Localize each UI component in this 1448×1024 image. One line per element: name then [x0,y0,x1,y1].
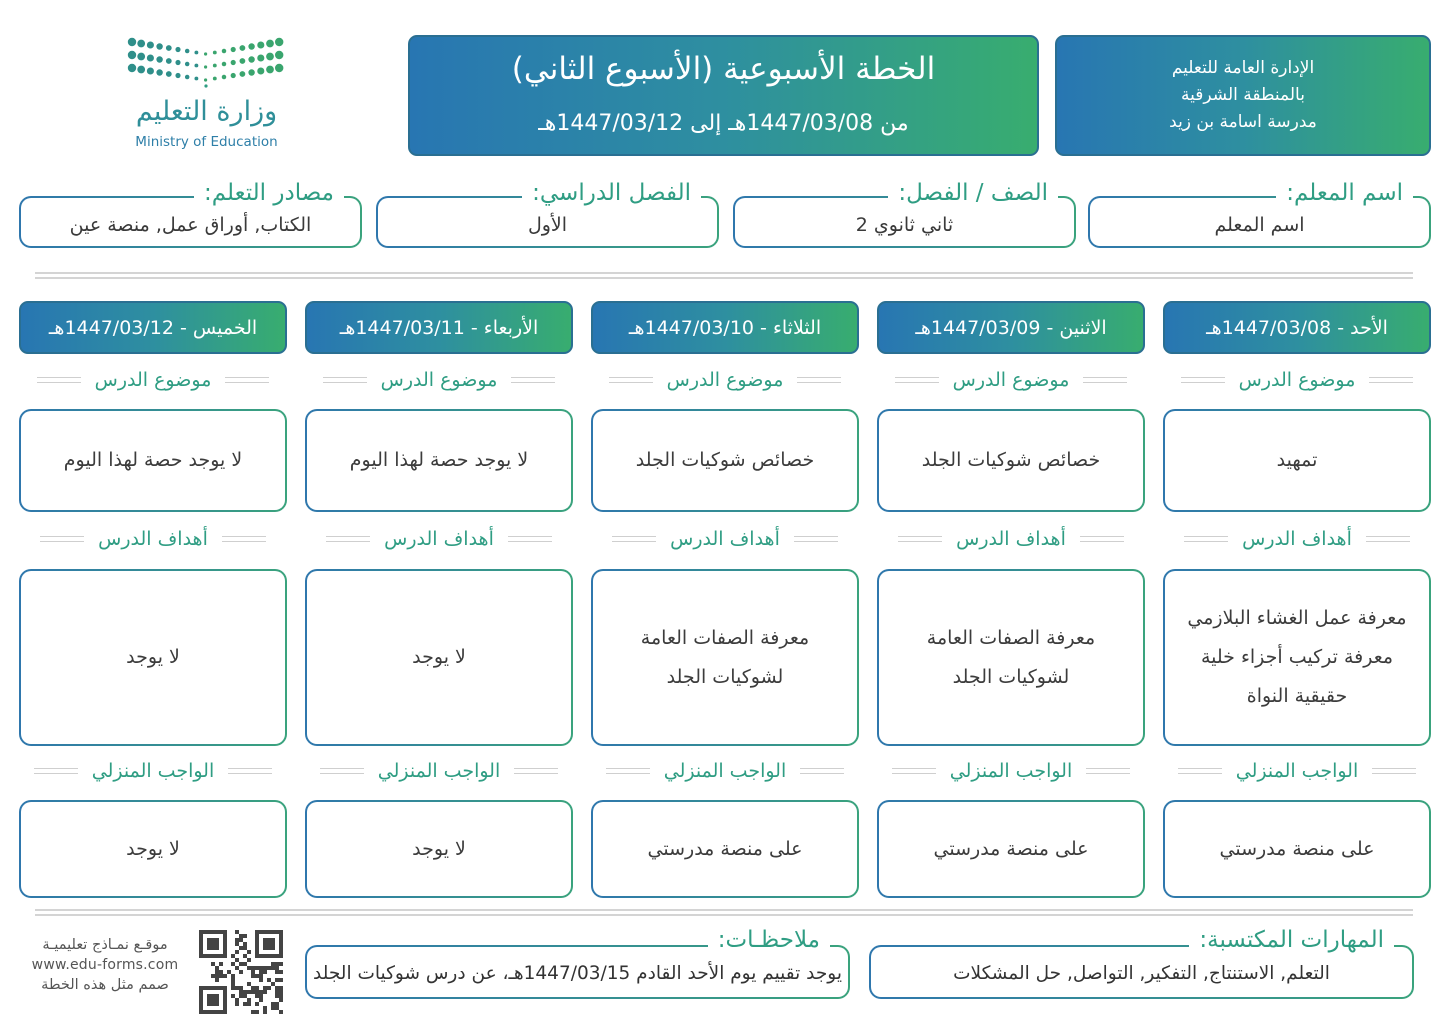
double-line-decoration [1372,768,1416,774]
day-header [1163,301,1431,354]
acquired-skills-value: التعلم, الاستنتاج, التفكير, التواصل, حل المشكلات [953,962,1330,984]
homework-section-label [1171,758,1423,784]
topic-section-label [27,367,279,393]
homework-section-label [313,758,565,784]
teacher-name-label: اسم المعلم: [1276,178,1413,208]
lesson-topic-box[interactable] [877,409,1145,512]
topic-label-text: موضوع الدرس [952,369,1070,391]
lesson-topic-box[interactable] [19,409,287,512]
double-line-decoration [1184,536,1228,542]
teacher-name-value: اسم المعلم [1214,214,1305,236]
learning-resources-value: الكتاب, أوراق عمل, منصة عين [69,214,312,236]
site-credit [22,935,188,995]
topic-section-label [599,367,851,393]
topic-label-text: موضوع الدرس [666,369,784,391]
lesson-goals-text [1187,599,1406,716]
goals-label-text: أهداف الدرس [956,528,1066,550]
double-line-decoration [1086,768,1130,774]
homework-label-text: الواجب المنزلي [377,760,501,782]
day-column-1 [1163,301,1431,901]
goal-line: حقيقية النواة [1246,685,1348,707]
homework-text: على منصة مدرستي [647,837,803,860]
goals-label-text: أهداف الدرس [98,528,208,550]
day-column-3 [591,301,859,901]
lesson-topic-text: خصائص شوكيات الجلد [921,449,1101,471]
goal-line: معرفة الصفات العامة [640,626,810,649]
admin-line-1: الإدارة العامة للتعليم [1171,58,1315,78]
day-header [19,301,287,354]
moe-dots-logo-icon [126,36,286,90]
goals-section-label [599,526,851,552]
topic-section-label [1171,367,1423,393]
homework-section-label [27,758,279,784]
day-header [305,301,573,354]
goal-line: لشوكيات الجلد [666,665,784,688]
day-column-2 [877,301,1145,901]
plan-title-banner [408,35,1039,156]
double-line-decoration [320,768,364,774]
double-line-decoration [895,377,939,383]
learning-resources-label: مصادر التعلم: [194,178,344,208]
day-column-4 [305,301,573,901]
double-line-decoration [40,536,84,542]
ministry-logo [118,32,293,154]
grade-class-field[interactable] [733,180,1076,248]
double-line-decoration [1178,768,1222,774]
semester-field[interactable] [376,180,719,248]
goal-line: معرفة الصفات العامة [926,626,1096,649]
teacher-name-field[interactable] [1088,180,1431,248]
admin-line-2: بالمنطقة الشرقية [1181,85,1305,105]
double-line-decoration [797,377,841,383]
logo-arabic-text: وزارة التعليم [135,96,278,127]
double-line-decoration [609,377,653,383]
school-admin-banner [1055,35,1431,156]
acquired-skills-label: المهارات المكتسبة: [1189,925,1394,955]
topic-section-label [313,367,565,393]
homework-label-text: الواجب المنزلي [949,760,1073,782]
site-tagline-text: صمم مثل هذه الخطة [41,977,169,993]
homework-label-text: الواجب المنزلي [1235,760,1359,782]
lesson-goals-text [641,619,809,697]
semester-value: الأول [527,214,568,236]
date-range: من 1447/03/08هـ إلى 1447/03/12هـ [538,111,909,136]
homework-box[interactable] [591,800,859,898]
learning-resources-field[interactable] [19,180,362,248]
double-line-decoration [225,377,269,383]
double-line-decoration [1366,536,1410,542]
double-line-decoration [511,377,555,383]
double-line-decoration [326,536,370,542]
goal-line: معرفة عمل الغشاء البلازمي [1187,607,1407,629]
day-header-text: الثلاثاء - 1447/03/10هـ [628,316,822,339]
double-line-decoration [323,377,367,383]
double-line-decoration [892,768,936,774]
goal-line: معرفة تركيب أجزاء خلية [1200,646,1394,668]
double-line-decoration [1181,377,1225,383]
qr-code-icon[interactable] [199,930,283,1014]
goals-label-text: أهداف الدرس [1242,528,1352,550]
goals-label-text: أهداف الدرس [670,528,780,550]
homework-text: لا يوجد [412,837,466,860]
goal-line: لشوكيات الجلد [952,665,1070,688]
double-line-decoration [1369,377,1413,383]
lesson-topic-box[interactable] [591,409,859,512]
double-line-decoration [898,536,942,542]
homework-box[interactable] [19,800,287,898]
grade-class-value: ثاني ثانوي 2 [855,214,954,236]
double-line-decoration [800,768,844,774]
goals-label-text: أهداف الدرس [384,528,494,550]
goal-line: لا يوجد [412,646,466,668]
day-header [877,301,1145,354]
page-title: الخطة الأسبوعية (الأسبوع الثاني) [511,51,936,87]
homework-section-label [885,758,1137,784]
lesson-goals-text [927,619,1095,697]
lesson-goals-text [412,638,466,677]
site-url-link[interactable]: www.edu-forms.com [31,957,179,973]
topic-label-text: موضوع الدرس [380,369,498,391]
day-header-text: الأربعاء - 1447/03/11هـ [339,316,539,339]
goal-line: لا يوجد [126,646,180,668]
double-line-decoration [514,768,558,774]
lesson-topic-box[interactable] [305,409,573,512]
lesson-topic-text: لا يوجد حصة لهذا اليوم [63,449,243,471]
double-line-decoration [1080,536,1124,542]
homework-text: على منصة مدرستي [1219,837,1375,860]
double-line-decoration [34,768,78,774]
day-header-text: الأحد - 1447/03/08هـ [1206,316,1388,339]
topic-label-text: موضوع الدرس [94,369,212,391]
day-column-5 [19,301,287,901]
day-header-text: الخميس - 1447/03/12هـ [48,316,258,339]
lesson-topic-text: تمهيد [1276,449,1318,471]
double-line-decoration [228,768,272,774]
section-divider [35,272,1413,279]
double-line-decoration [794,536,838,542]
double-line-decoration [612,536,656,542]
homework-section-label [599,758,851,784]
double-line-decoration [222,536,266,542]
site-name-text: موقـع نمـاذج تعليميـة [42,937,168,953]
lesson-topic-box[interactable] [1163,409,1431,512]
semester-label: الفصل الدراسي: [522,178,701,208]
homework-text: على منصة مدرستي [933,837,1089,860]
notes-label: ملاحظـات: [708,925,830,955]
double-line-decoration [1083,377,1127,383]
notes-value: يوجد تقييم يوم الأحد القادم 1447/03/15هـ، عن درس شوكيات الجلد [313,962,842,984]
goals-section-label [27,526,279,552]
homework-box[interactable] [305,800,573,898]
school-name: مدرسة اسامة بن زيد [1169,112,1317,132]
double-line-decoration [508,536,552,542]
topic-section-label [885,367,1137,393]
lesson-goals-box[interactable] [877,569,1145,746]
lesson-goals-box[interactable] [305,569,573,746]
goals-section-label [1171,526,1423,552]
goals-section-label [313,526,565,552]
footer-divider [35,909,1413,916]
homework-text: لا يوجد [126,837,180,860]
lesson-topic-text: لا يوجد حصة لهذا اليوم [349,449,529,471]
double-line-decoration [606,768,650,774]
grade-class-label: الصف / الفصل: [888,178,1058,208]
homework-label-text: الواجب المنزلي [663,760,787,782]
lesson-topic-text: خصائص شوكيات الجلد [635,449,815,471]
goals-section-label [885,526,1137,552]
homework-label-text: الواجب المنزلي [91,760,215,782]
lesson-goals-box[interactable] [591,569,859,746]
acquired-skills-field[interactable] [869,927,1414,999]
lesson-goals-box[interactable] [19,569,287,746]
lesson-goals-text [126,638,180,677]
logo-english-text: Ministry of Education [135,134,278,150]
day-header-text: الاثنين - 1447/03/09هـ [915,316,1107,339]
topic-label-text: موضوع الدرس [1238,369,1356,391]
lesson-goals-box[interactable] [1163,569,1431,746]
notes-field[interactable] [305,927,850,999]
homework-box[interactable] [1163,800,1431,898]
day-header [591,301,859,354]
homework-box[interactable] [877,800,1145,898]
double-line-decoration [37,377,81,383]
